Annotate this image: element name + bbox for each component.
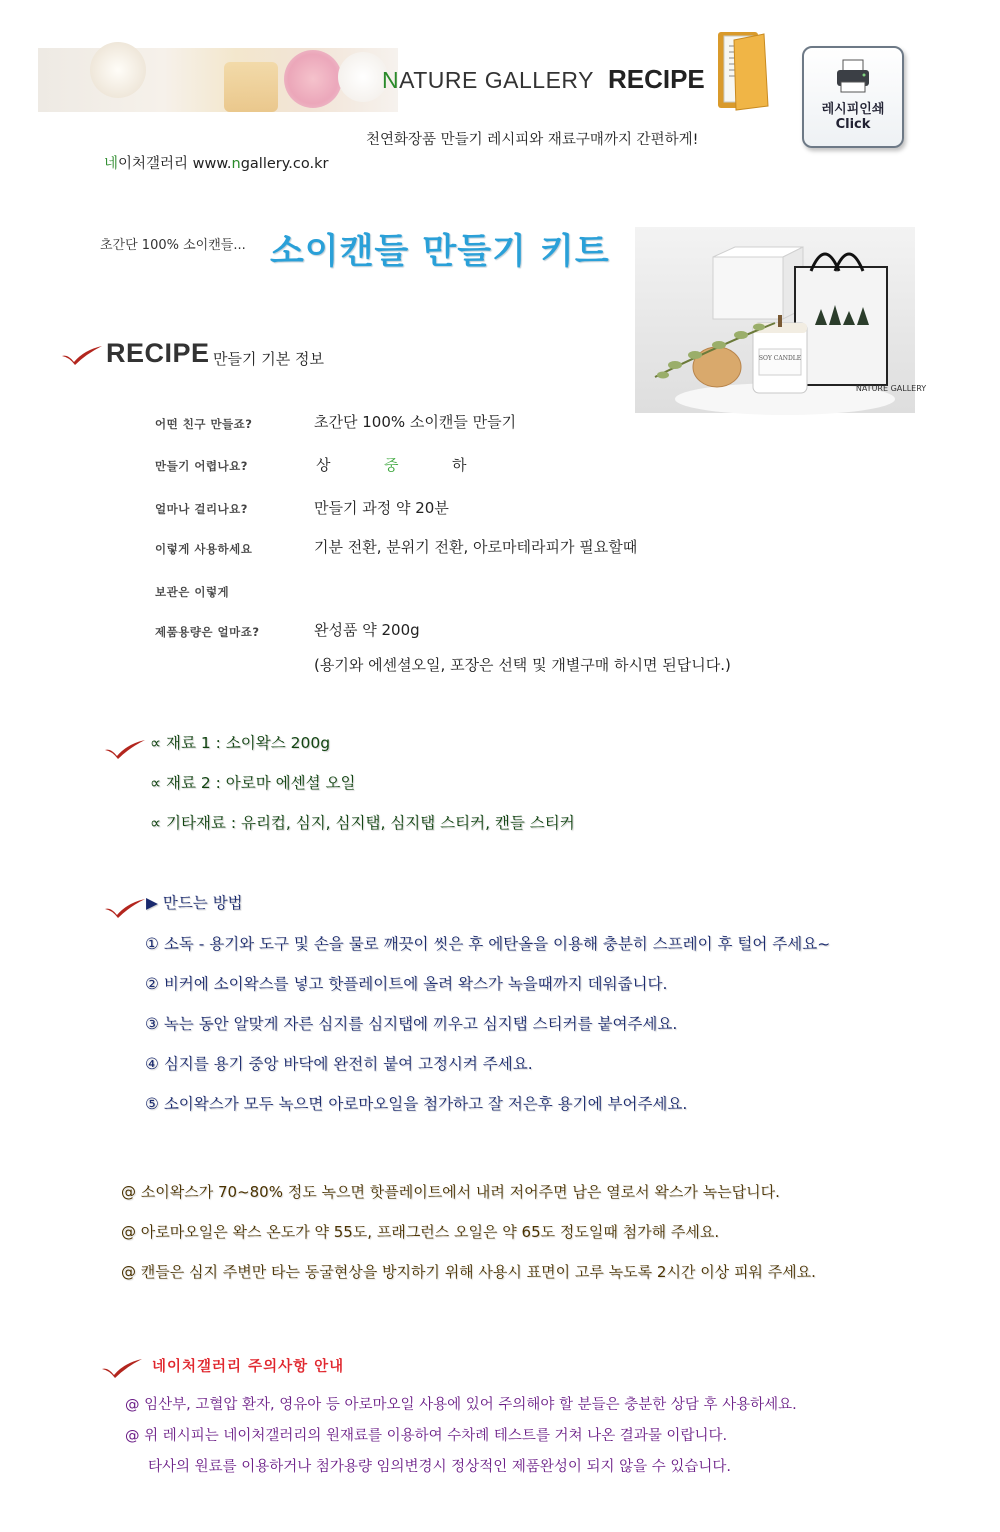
material-item: ∝ 기타재료 : 유리컵, 심지, 심지탭, 심지탭 스티커, 캔들 스티커	[150, 814, 575, 832]
info-capacity-note: (용기와 에센셜오일, 포장은 선택 및 개별구매 하시면 된답니다.)	[314, 656, 731, 674]
info-label-capacity: 제품용량은 얼마죠?	[155, 625, 260, 639]
info-label-time: 얼마나 걸리나요?	[155, 502, 248, 516]
site-url-rest: gallery.co.kr	[240, 156, 329, 172]
method-heading: ▶ 만드는 방법	[146, 894, 243, 912]
method-step: ⑤ 소이왁스가 모두 녹으면 아로마오일을 첨가하고 잘 저은후 용기에 부어주세요.	[145, 1095, 688, 1113]
method-step: ② 비커에 소이왁스를 넣고 핫플레이트에 올려 왁스가 녹을때까지 데워줍니다.	[145, 975, 668, 993]
recipe-heading: RECIPE	[106, 338, 210, 368]
brand-rest: ATURE GALLERY	[399, 67, 594, 93]
product-title: 소이캔들 만들기 키트	[270, 232, 610, 272]
photo-candle-label: SOY CANDLE	[758, 355, 802, 362]
checkmark-icon	[103, 897, 147, 919]
notice-line: @ 위 레시피는 네이처갤러리의 원재료를 이용하여 수차례 테스트를 거쳐 나온 결과물 이랍니다.	[125, 1428, 728, 1444]
tagline: 천연화장품 만들기 레시피와 재료구매까지 간편하게!	[366, 132, 699, 148]
product-subtitle: 초간단 100% 소이캔들...	[100, 238, 246, 253]
difficulty-high: 상	[316, 456, 331, 474]
print-recipe-button[interactable]	[802, 46, 904, 148]
info-value-capacity: 완성품 약 200g	[314, 621, 420, 639]
info-value-what: 초간단 100% 소이캔들 만들기	[314, 413, 517, 431]
method-step: ④ 심지를 용기 중앙 바닥에 완전히 붙여 고정시켜 주세요.	[145, 1055, 533, 1073]
material-item: ∝ 재료 1 : 소이왁스 200g	[150, 734, 331, 752]
info-label-usage: 이렇게 사용하세요	[155, 542, 253, 556]
product-photo	[635, 227, 927, 413]
notice-line: @ 임산부, 고혈압 환자, 영유아 등 아로마오일 사용에 있어 주의해야 할 분들은 충분한 상담 후 사용하세요.	[125, 1397, 797, 1413]
difficulty-low: 하	[452, 456, 467, 474]
checkmark-icon	[100, 1357, 144, 1379]
method-step: ① 소독 - 용기와 도구 및 손을 물로 깨끗이 씻은 후 에탄올을 이용해 충분히 스프레이 후 털어 주세요~	[145, 935, 831, 953]
info-label-what: 어떤 친구 만들죠?	[155, 417, 253, 431]
notice-title: 네이처갤러리 주의사항 안내	[152, 1359, 345, 1375]
info-value-usage: 기분 전환, 분위기 전환, 아로마테라피가 필요할때	[314, 538, 638, 556]
print-click-label: Click	[835, 117, 871, 132]
printer-icon	[833, 56, 873, 96]
difficulty-medium: 중	[384, 456, 399, 474]
brand-recipe: RECIPE	[607, 64, 705, 94]
recipe-subheading: 만들기 기본 정보	[213, 350, 324, 368]
photo-brand: NATURE GALLERY	[855, 384, 927, 393]
checkmark-icon	[103, 738, 147, 760]
site-url-initial: n	[231, 156, 241, 172]
site-info	[104, 152, 328, 173]
header-banner-image	[38, 48, 398, 112]
site-name: 이처갤러리 www.	[118, 156, 232, 172]
folder-icon	[714, 28, 770, 112]
method-step: ③ 녹는 동안 알맞게 자른 심지를 심지탭에 끼우고 심지탭 스티커를 붙여주세요.	[145, 1015, 678, 1033]
print-label: 레시피인쇄	[821, 102, 885, 117]
brand-initial: N	[382, 67, 400, 93]
info-label-storage: 보관은 이렇게	[155, 585, 230, 599]
material-item: ∝ 재료 2 : 아로마 에센셜 오일	[150, 774, 356, 792]
tip-item: @ 캔들은 심지 주변만 타는 동굴현상을 방지하기 위해 사용시 표면이 고루 녹도록 2시간 이상 피워 주세요.	[121, 1263, 816, 1281]
tip-item: @ 소이왁스가 70~80% 정도 녹으면 핫플레이트에서 내려 저어주면 남은 열로서 왁스가 녹는답니다.	[121, 1183, 780, 1201]
info-value-time: 만들기 과정 약 20분	[314, 499, 449, 517]
brand-title	[382, 64, 705, 95]
notice-line: 타사의 원료를 이용하거나 첨가용량 임의변경시 정상적인 제품완성이 되지 않을 수 있습니다.	[148, 1459, 731, 1475]
info-label-difficulty: 만들기 어렵나요?	[155, 459, 248, 473]
checkmark-icon	[60, 344, 104, 366]
tip-item: @ 아로마오일은 왁스 온도가 약 55도, 프래그런스 오일은 약 65도 정도일때 첨가해 주세요.	[121, 1223, 720, 1241]
site-initial: 네	[104, 156, 119, 172]
difficulty-scale	[314, 454, 514, 474]
